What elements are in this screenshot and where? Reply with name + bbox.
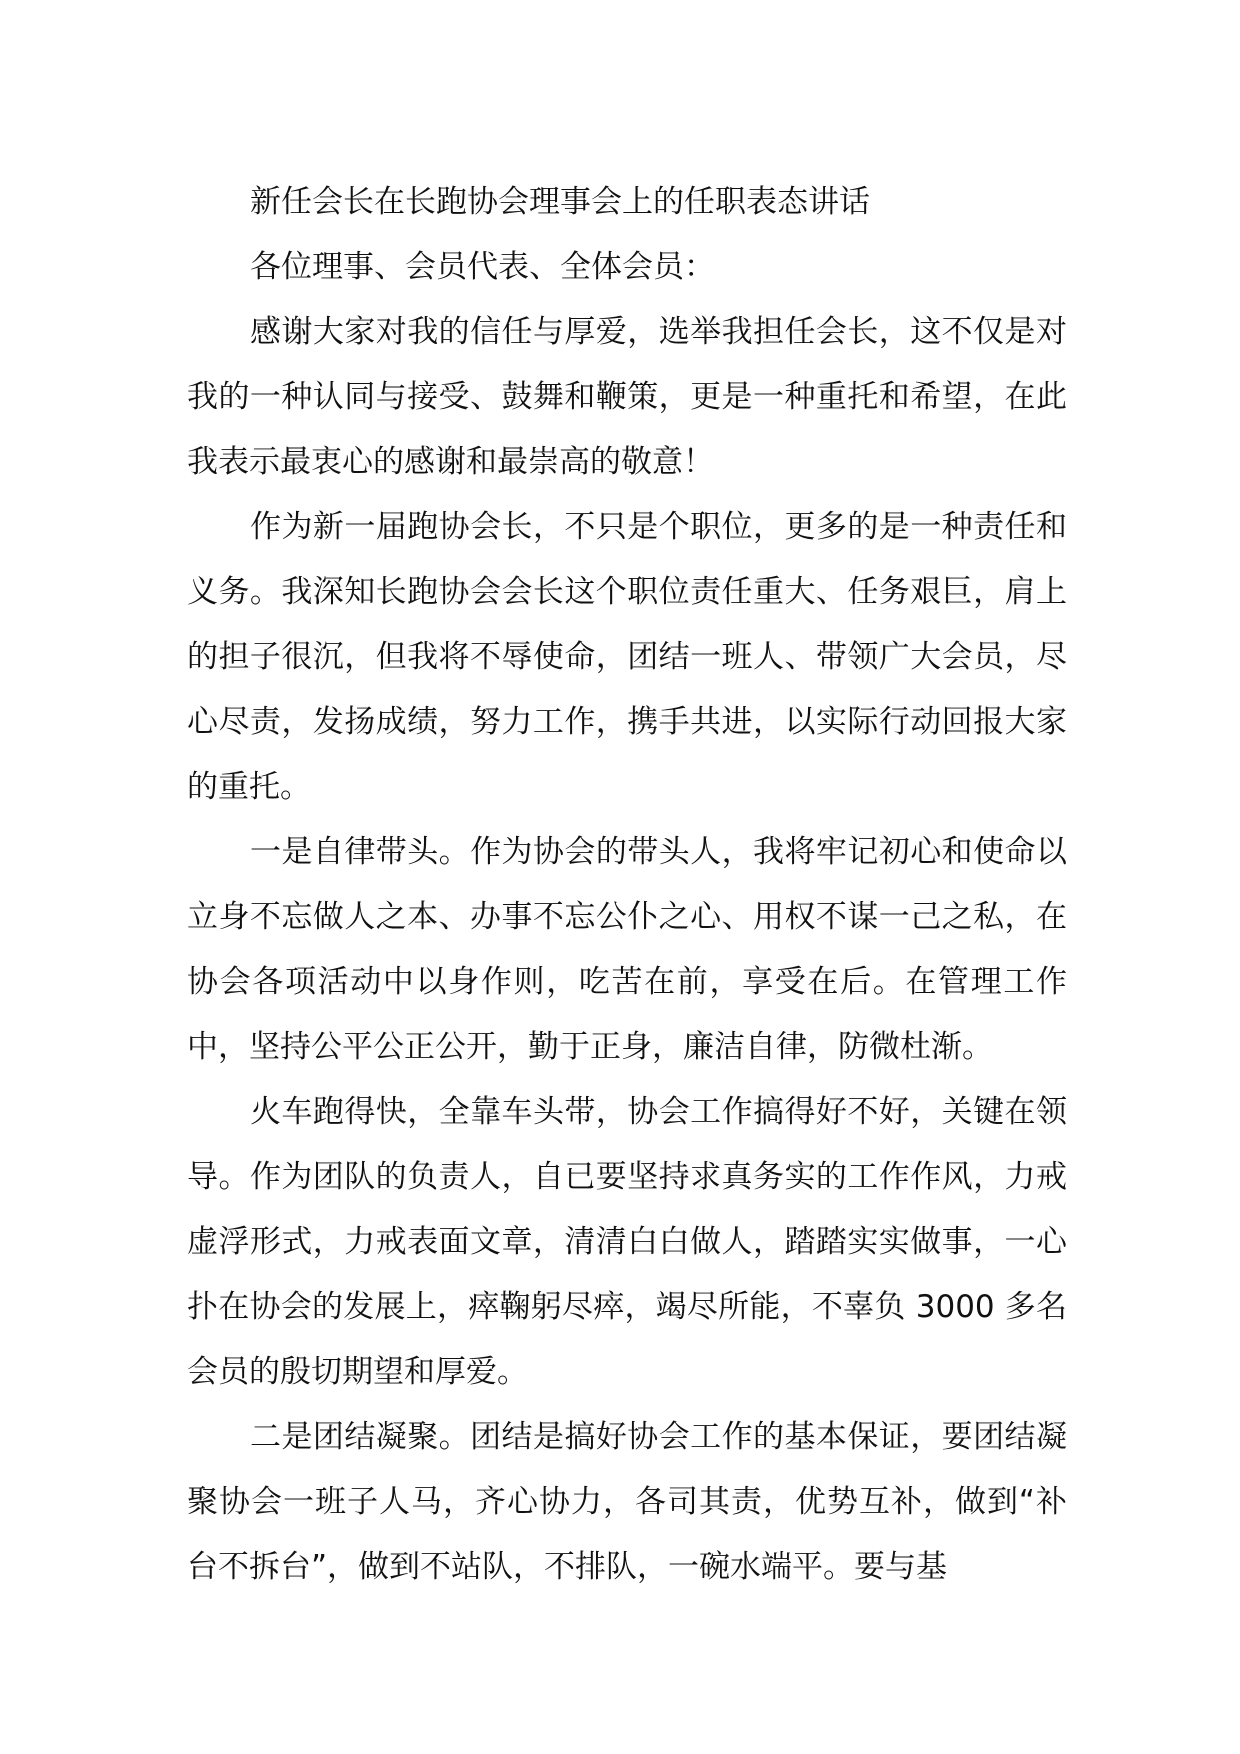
paragraph-thanks: 感谢大家对我的信任与厚爱，选举我担任会长，这不仅是对我的一种认同与接受、鼓舞和鞭策，更是一种重托和希望，在此我表示最衷心的感谢和最崇高的敬意！ <box>187 314 1067 480</box>
paragraph-unity: 二是团结凝聚。团结是搞好协会工作的基本保证，要团结凝聚协会一班子人马，齐心协力，各司其责，优势互补，做到“补台不拆台”，做到不站队，不排队，一碗水端平。要与基 <box>187 1419 1067 1585</box>
document-title: 新任会长在长跑协会理事会上的任职表态讲话 <box>250 184 870 220</box>
document-body <box>187 170 1067 1600</box>
paragraph-responsibility: 作为新一届跑协会长，不只是个职位，更多的是一种责任和义务。我深知长跑协会会长这个职位责任重大、任务艰巨，肩上的担子很沉，但我将不辱使命，团结一班人、带领广大会员，尽心尽责，发扬成绩，努力工作，携手共进，以实际行动回报大家的重托。 <box>187 509 1067 805</box>
salutation: 各位理事、会员代表、全体会员： <box>250 249 715 285</box>
paragraph-leadership: 火车跑得快，全靠车头带，协会工作搞得好不好，关键在领导。作为团队的负责人，自已要坚持求真务实的工作作风，力戒虚浮形式，力戒表面文章，清清白白做人，踏踏实实做事，一心扑在协会的发展上，瘁鞠躬尽瘁，竭尽所能，不辜负 3000 多名会员的殷切期望和厚爱。 <box>187 1094 1067 1390</box>
paragraph-self-discipline: 一是自律带头。作为协会的带头人，我将牢记初心和使命以立身不忘做人之本、办事不忘公仆之心、用权不谋一己之私，在协会各项活动中以身作则，吃苦在前，享受在后。在管理工作中，坚持公平公正公开，勤于正身，廉洁自律，防微杜渐。 <box>187 834 1067 1065</box>
